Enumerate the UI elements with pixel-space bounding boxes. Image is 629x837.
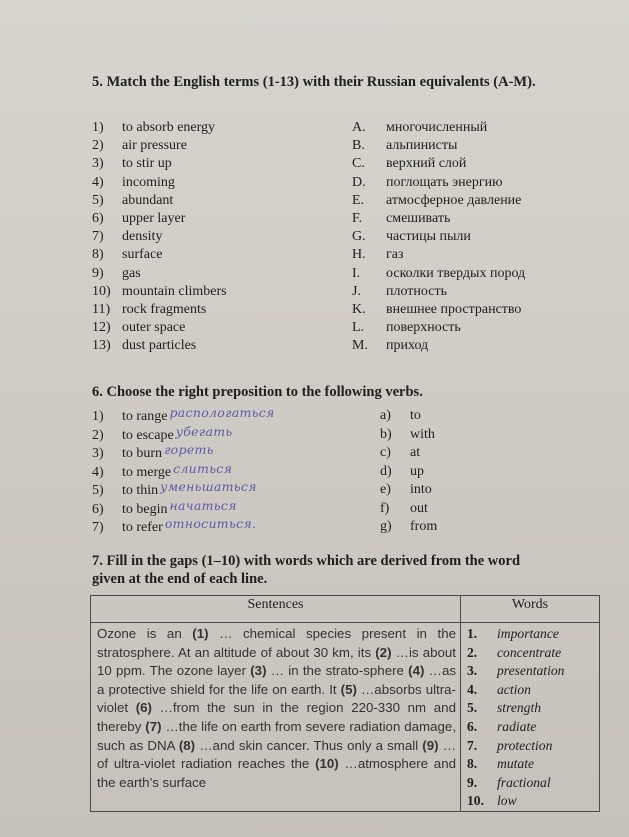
equivalent-letter: B. (352, 138, 365, 154)
word-row (467, 755, 595, 774)
equivalent-letter: F. (352, 211, 363, 226)
term-number: 12) (92, 320, 111, 336)
word-number: 3. (467, 663, 478, 679)
word-row (467, 699, 595, 718)
preposition-row (380, 464, 424, 480)
equivalent-row (352, 211, 450, 227)
equivalent-text: смешивать (386, 211, 451, 226)
term-row (92, 156, 172, 172)
word-text: importance (497, 626, 559, 641)
preposition-row (380, 519, 437, 535)
term-number: 9) (92, 265, 104, 281)
term-number: 6) (92, 211, 104, 226)
equivalent-text: альпинисты (386, 138, 458, 154)
term-number: 3) (92, 156, 104, 172)
verb-number: 6) (92, 501, 104, 517)
exercise-6-heading: 6. Choose the right preposition to the following verbs. (92, 384, 423, 400)
handwritten-translation: гореть (164, 442, 214, 457)
term-text: air pressure (122, 138, 187, 154)
gap-marker: (10) (315, 756, 339, 772)
verb-text: to begin (122, 501, 168, 517)
equivalent-text: плотность (386, 283, 447, 299)
handwritten-translation: распологаться (169, 405, 275, 420)
term-text: surface (122, 247, 163, 263)
word-number: 5. (467, 700, 478, 716)
gap-marker: (9) (422, 737, 439, 753)
exercise-5-heading: 5. Match the English terms (1-13) with their Russian equivalents (A-M). (92, 74, 536, 90)
word-text: fractional (497, 774, 551, 790)
sentence-text: …and skin cancer. Thus only a small (195, 737, 423, 753)
verb-row (92, 497, 237, 518)
gap-marker: (2) (375, 644, 392, 660)
preposition-text: into (410, 482, 432, 497)
word-row (467, 774, 595, 793)
term-row (92, 211, 185, 227)
preposition-text: from (410, 519, 438, 534)
equivalent-text: многочисленный (386, 120, 488, 135)
equivalent-text: верхний слой (386, 156, 467, 172)
term-number: 11) (92, 302, 111, 317)
gap-fill-table (90, 595, 600, 812)
preposition-letter: e) (380, 482, 391, 497)
verb-number: 5) (92, 483, 104, 498)
word-number: 8. (467, 756, 478, 772)
word-text: presentation (497, 663, 565, 679)
term-row (92, 247, 162, 263)
gap-marker: (5) (340, 681, 357, 697)
preposition-text: to (410, 408, 421, 423)
equivalent-row (352, 229, 471, 245)
equivalent-text: поглощать энергию (386, 174, 503, 190)
equivalent-letter: I. (352, 265, 361, 281)
words-column-header: Words (461, 596, 600, 623)
equivalent-text: приход (386, 338, 429, 354)
equivalent-letter: G. (352, 229, 366, 245)
word-number: 6. (467, 718, 478, 734)
gap-marker: (6) (135, 700, 152, 716)
term-row (92, 338, 196, 354)
term-text: to stir up (122, 156, 172, 172)
word-row (467, 718, 595, 737)
gap-marker: (8) (178, 737, 196, 753)
word-text: concentrate (497, 644, 562, 660)
verb-text: to burn (122, 446, 163, 461)
equivalent-row (352, 302, 521, 318)
preposition-row (380, 408, 421, 424)
equivalent-letter: C. (352, 156, 365, 172)
term-row (92, 266, 141, 282)
handwritten-translation: слиться (173, 460, 233, 476)
verb-row (92, 516, 257, 536)
term-text: density (122, 229, 163, 245)
word-text: action (497, 681, 531, 697)
preposition-letter: a) (380, 408, 391, 423)
word-number: 1. (467, 626, 478, 641)
handwritten-translation: убегать (175, 423, 233, 439)
equivalent-letter: H. (352, 247, 366, 263)
equivalent-letter: M. (352, 338, 368, 354)
word-list (461, 623, 600, 812)
term-row (92, 302, 206, 318)
exercise-7-heading-line1: 7. Fill in the gaps (1–10) with words which are derived from the word (92, 553, 521, 569)
equivalent-letter: A. (352, 120, 366, 135)
term-text: rock fragments (122, 302, 207, 317)
equivalent-text: газ (386, 247, 404, 263)
equivalent-text: атмосферное давление (386, 192, 522, 208)
sentence-text: … chemical species present in the stratosphere. At an altitude of about 30 km, its (97, 626, 456, 660)
term-text: gas (122, 265, 141, 281)
preposition-letter: b) (380, 426, 392, 442)
word-number: 2. (467, 644, 478, 660)
preposition-row (380, 482, 432, 498)
word-number: 9. (467, 774, 478, 790)
preposition-text: with (410, 426, 435, 442)
preposition-text: at (410, 445, 421, 460)
equivalent-letter: L. (352, 320, 365, 336)
preposition-letter: c) (380, 445, 391, 460)
sentence-text: …of ultra-violet radiation reaches the (97, 737, 456, 772)
sentence-text: …the life on earth from severe radiation damage, such as DNA (97, 718, 457, 753)
word-text: radiate (497, 718, 537, 734)
word-row (467, 644, 595, 663)
verb-text: to refer (122, 520, 163, 535)
sentence-text: …as a protective shield for the life on earth. It (97, 663, 456, 697)
equivalent-row (352, 320, 461, 336)
term-text: incoming (122, 174, 175, 190)
verb-row (92, 479, 257, 499)
equivalent-letter: K. (352, 302, 366, 317)
equivalent-text: внешнее пространство (386, 302, 522, 317)
term-number: 1) (92, 120, 104, 135)
verb-number: 2) (92, 427, 104, 443)
equivalent-letter: E. (352, 192, 365, 208)
term-number: 4) (92, 174, 104, 190)
term-row (92, 229, 162, 245)
verb-number: 1) (92, 409, 104, 424)
verb-text: to thin (122, 483, 159, 498)
term-row (92, 175, 175, 191)
term-number: 8) (92, 247, 104, 263)
equivalent-text: осколки твердых пород (386, 265, 526, 281)
gap-text (91, 623, 461, 812)
term-row (92, 138, 187, 154)
gap-marker: (3) (250, 663, 267, 679)
term-text: dust particles (122, 338, 197, 354)
term-row (92, 320, 185, 336)
gap-marker: (7) (145, 718, 162, 734)
sentence-text: … in the strato-sphere (266, 663, 409, 679)
equivalent-text: поверхность (386, 320, 461, 336)
verb-row (92, 405, 275, 425)
equivalent-text: частицы пыли (386, 229, 471, 245)
sentence-text: …absorbs ultra-violet (97, 681, 456, 716)
word-text: low (497, 793, 517, 809)
equivalent-row (352, 120, 487, 136)
word-text: mutate (497, 756, 534, 772)
equivalent-letter: J. (352, 283, 361, 299)
word-number: 10. (467, 793, 484, 809)
handwritten-translation: уменьшаться (160, 479, 257, 494)
verb-text: to merge (122, 464, 172, 480)
term-number: 13) (92, 338, 111, 354)
word-row (467, 662, 595, 681)
exercise-7-heading (92, 552, 520, 588)
term-number: 2) (92, 138, 104, 154)
term-text: upper layer (122, 211, 186, 226)
preposition-letter: g) (380, 519, 392, 534)
preposition-row (380, 427, 435, 443)
word-number: 4. (467, 681, 478, 697)
preposition-letter: d) (380, 463, 392, 479)
exercise-7-heading-line2: given at the end of each line. (92, 571, 268, 587)
equivalent-row (352, 266, 525, 282)
verb-text: to escape (122, 427, 174, 443)
term-row (92, 120, 215, 136)
word-row (467, 681, 595, 700)
handwritten-translation: относиться. (164, 516, 257, 531)
equivalent-row (352, 284, 447, 300)
word-row (467, 792, 595, 811)
sentence-text: …is about 10 ppm. The ozone layer (97, 644, 456, 679)
term-text: to absorb energy (122, 120, 216, 135)
equivalent-row (352, 247, 404, 263)
preposition-row (380, 445, 420, 461)
sentence-text: …atmosphere and the earth’s surface (97, 756, 456, 790)
gap-marker: (4) (408, 663, 425, 679)
term-text: outer space (122, 320, 186, 336)
equivalent-row (352, 338, 428, 354)
term-number: 5) (92, 192, 104, 208)
word-text: protection (497, 737, 553, 753)
verb-row (92, 460, 233, 481)
term-number: 7) (92, 229, 104, 245)
preposition-text: out (410, 500, 428, 516)
verb-number: 3) (92, 446, 104, 461)
term-text: abundant (122, 192, 174, 208)
term-row (92, 193, 173, 209)
term-row (92, 284, 227, 300)
sentence-text: Ozone is an (97, 626, 193, 641)
term-text: mountain climbers (122, 283, 227, 299)
equivalent-row (352, 156, 466, 172)
word-number: 7. (467, 737, 478, 753)
equivalent-row (352, 138, 457, 154)
verb-number: 7) (92, 520, 104, 535)
sentence-text: …from the sun in the region 220-330 nm and thereby (97, 700, 456, 734)
word-text: strength (497, 700, 542, 716)
handwritten-translation: начаться (169, 497, 237, 513)
gap-marker: (1) (192, 626, 209, 641)
equivalent-letter: D. (352, 174, 366, 190)
sentences-column-header: Sentences (91, 596, 461, 623)
preposition-text: up (410, 463, 424, 479)
verb-row (92, 442, 214, 462)
preposition-row (380, 501, 428, 517)
equivalent-row (352, 193, 521, 209)
verb-number: 4) (92, 464, 104, 480)
equivalent-row (352, 175, 503, 191)
verb-text: to range (122, 409, 168, 424)
preposition-letter: f) (380, 500, 390, 516)
word-row (467, 737, 595, 756)
term-number: 10) (92, 283, 111, 299)
word-row (467, 625, 595, 644)
verb-row (92, 423, 233, 444)
